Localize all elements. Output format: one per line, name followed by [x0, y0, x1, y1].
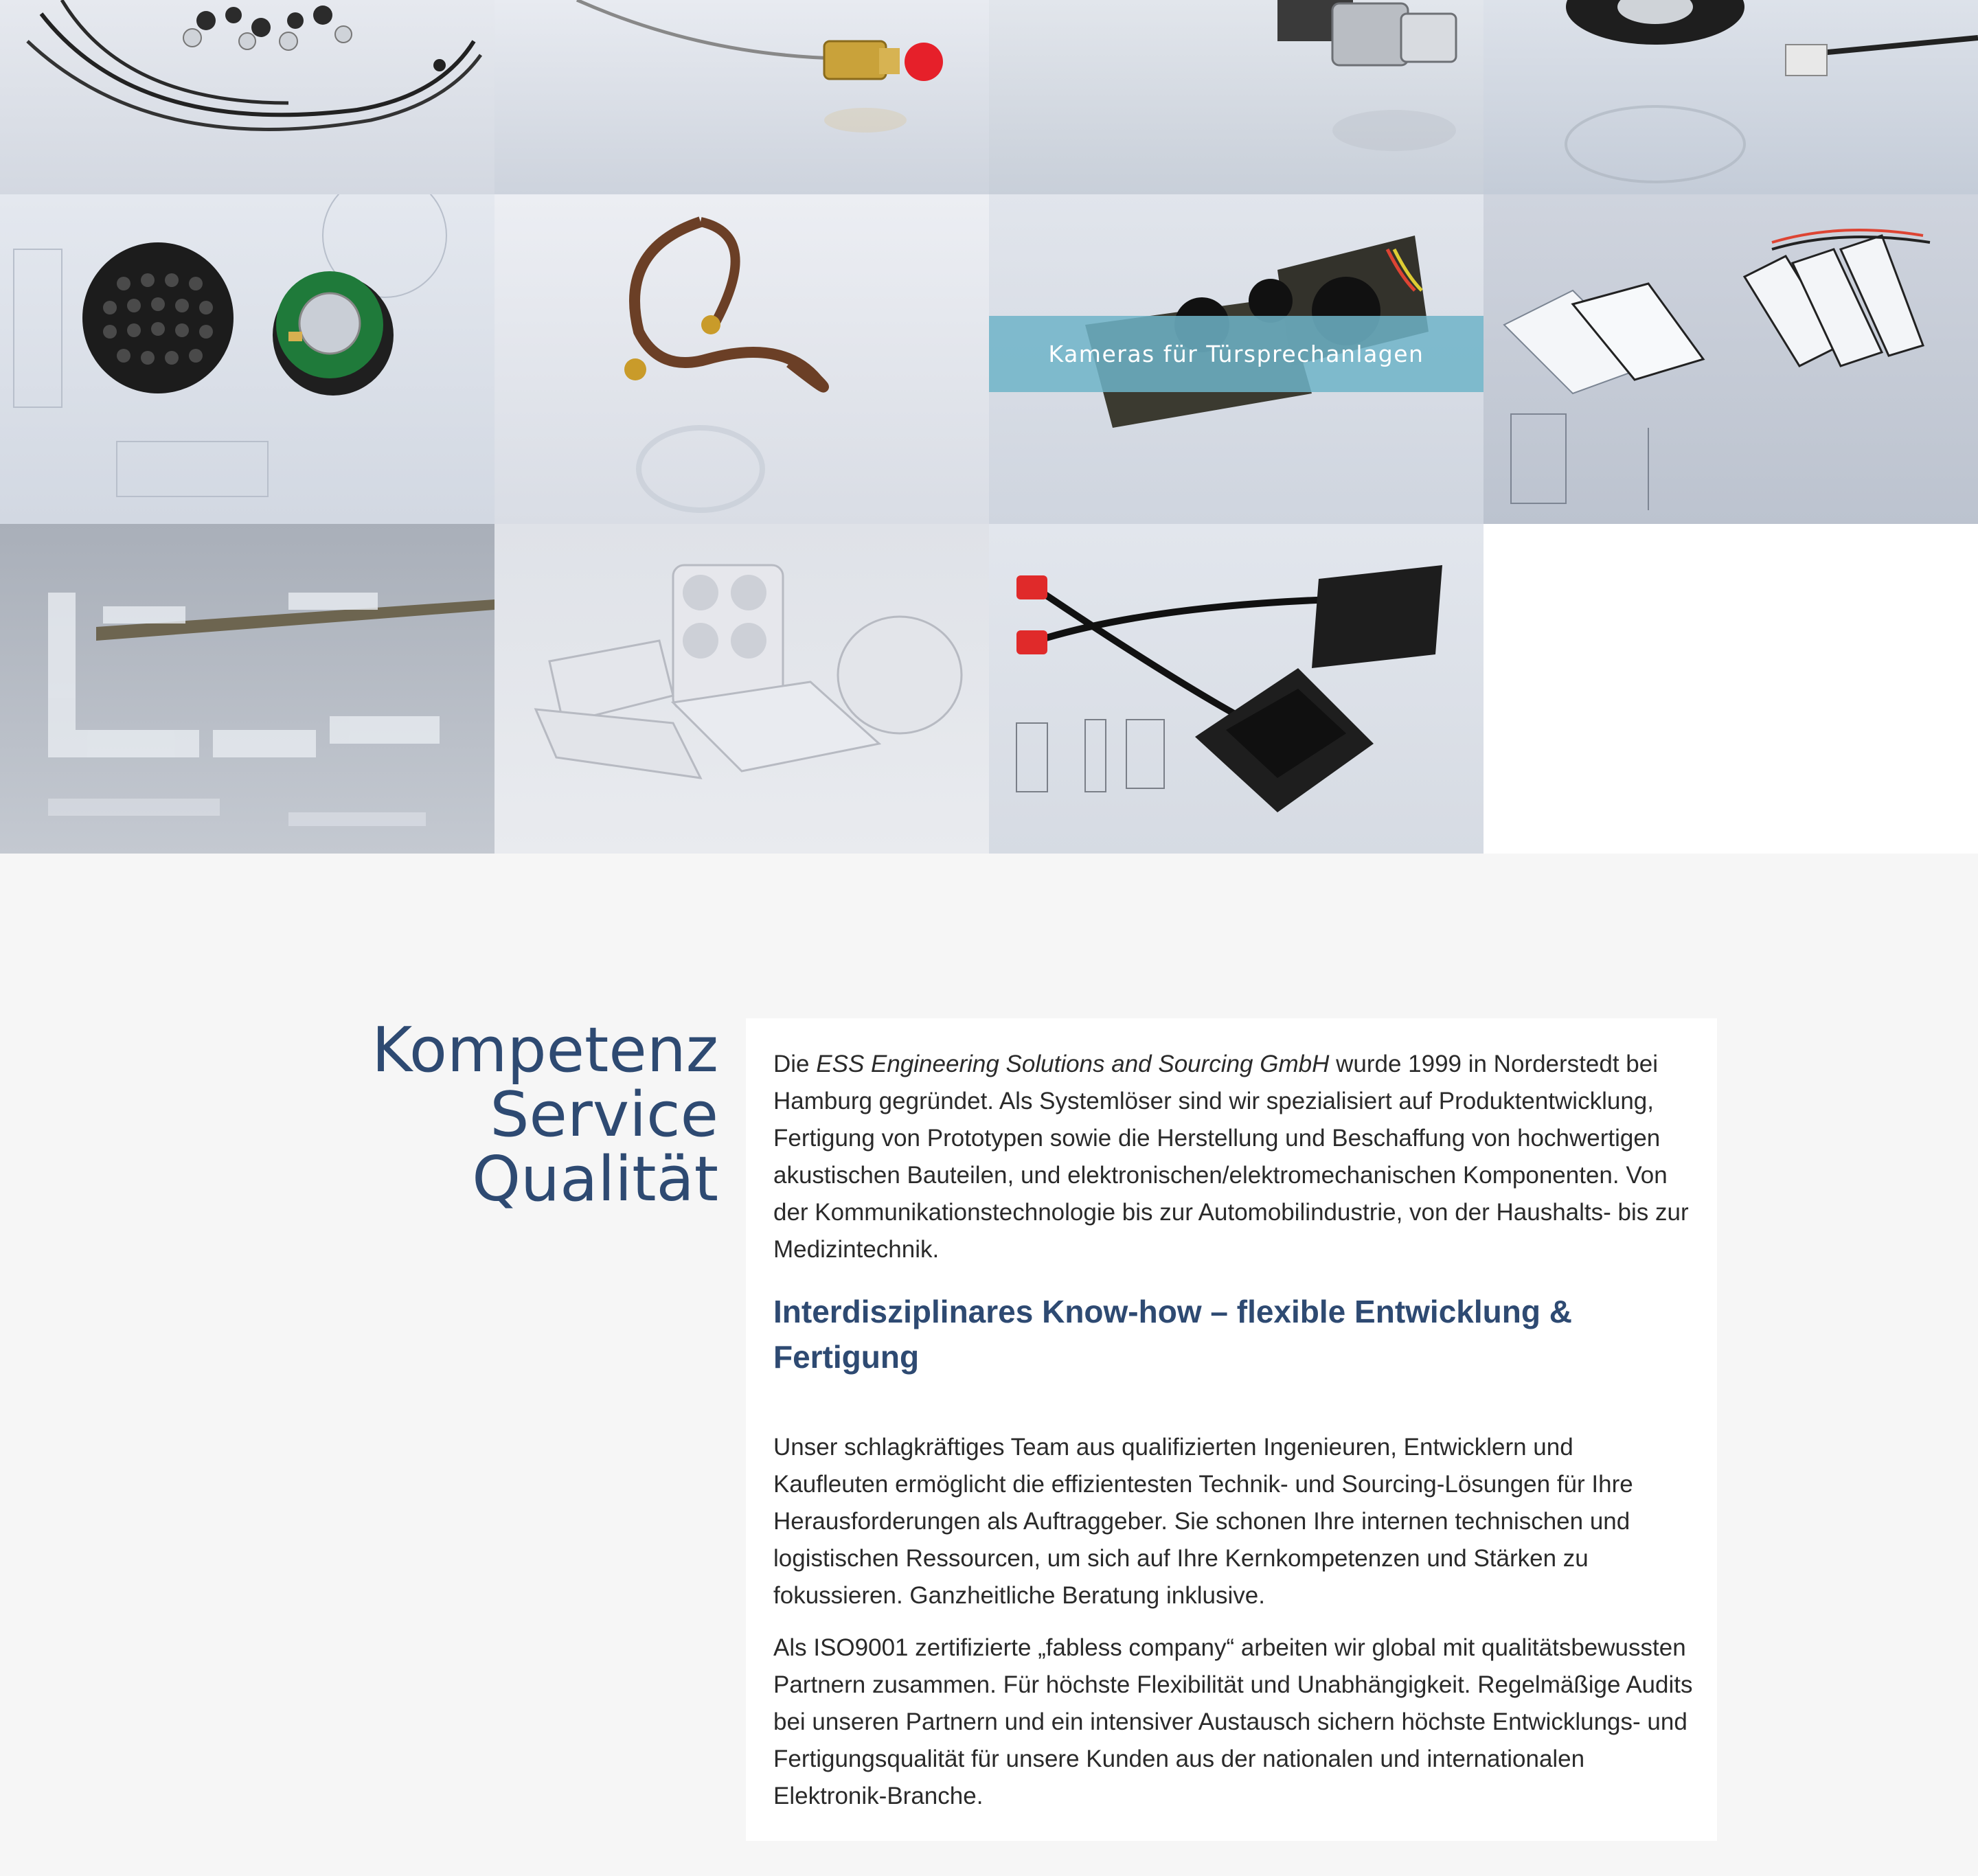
tile-speaker-cable[interactable]: [1484, 0, 1978, 194]
iso-paragraph: Als ISO9001 zertifizierte „fabless company“ arbeiten wir global mit qualitätsbewussten Partnern zusammen. Für höchste Flexibilität und Unabhängigkeit. Regelmäßige Audits bei unseren Partnern und ein intensiver Austausch sichern höchste Entwicklungs- und Fertigungsqualität für unsere Kunden aus der nationalen und internationalen Elektronik-Branche.: [773, 1634, 1693, 1809]
intro-prefix: Die: [773, 1051, 817, 1077]
about-heading: [206, 1014, 718, 1215]
speaker-pcb-image: [0, 194, 494, 524]
heading-line-service: Service: [490, 1079, 718, 1151]
flex-cable-image: [494, 194, 989, 524]
tile-flex-cable[interactable]: [494, 194, 989, 524]
intro-rest: wurde 1999 in Norderstedt bei Hamburg gegründet. Als Systemlöser sind wir spezialisiert auf Produktentwicklung, Fertigung von Prototypen sowie die Herstellung und Beschaffung von hochwertigen akustischen Bauteilen, und elektronischen/elektromechanischen Komponenten. Von der Kommunikationstechnologie bis zur Automobilindustrie, von der Haushalts- bis zur Medizintechnik.: [773, 1051, 1689, 1263]
tile-caption-overlay[interactable]: Kameras für Türsprechanlagen: [989, 316, 1484, 392]
tile-microphones[interactable]: [0, 0, 494, 194]
tile-antenna-connector[interactable]: [494, 0, 989, 194]
about-card: [746, 1018, 1717, 1841]
team-paragraph: Unser schlagkräftiges Team aus qualifizierten Ingenieuren, Entwicklern und Kaufleuten ermöglicht die effizientesten Technik- und Sourcing-Lösungen für Ihre Herausforderungen als Auftraggeber. Sie schonen Ihre internen technischen und logistischen Ressourcen, um sich auf Ihre Kernkompetenzen und Stärken zu fokussieren. Ganzheitliche Beratung inklusive.: [773, 1434, 1633, 1609]
waterproof-speakers-image: [989, 524, 1484, 854]
microphones-image: [0, 0, 494, 194]
antenna-connector-image: [494, 0, 989, 194]
tile-el-panels[interactable]: [1484, 194, 1978, 524]
about-section: [0, 854, 1978, 1876]
tile-camera-modules[interactable]: [989, 194, 1484, 524]
bnc-connector-image: [989, 0, 1484, 194]
product-gallery: [0, 0, 1978, 854]
intro-paragraph: [773, 1046, 1694, 1268]
tile-waterproof-speakers[interactable]: [989, 524, 1484, 854]
led-strips-image: [0, 524, 494, 854]
subheading: Interdisziplinares Know-how – flexible Entwicklung & Fertigung: [773, 1294, 1572, 1375]
tile-speaker-pcb[interactable]: [0, 194, 494, 524]
heading-line-qualitaet: Qualität: [472, 1143, 718, 1215]
tile-plastic-parts[interactable]: [494, 524, 989, 854]
el-panels-image: [1484, 194, 1978, 524]
tile-bnc-connector[interactable]: [989, 0, 1484, 194]
tile-led-strips[interactable]: [0, 524, 494, 854]
heading-line-kompetenz: Kompetenz: [372, 1014, 718, 1086]
company-name: ESS Engineering Solutions and Sourcing GmbH: [816, 1051, 1330, 1077]
speaker-cable-image: [1484, 0, 1978, 194]
plastic-parts-image: [494, 524, 989, 854]
